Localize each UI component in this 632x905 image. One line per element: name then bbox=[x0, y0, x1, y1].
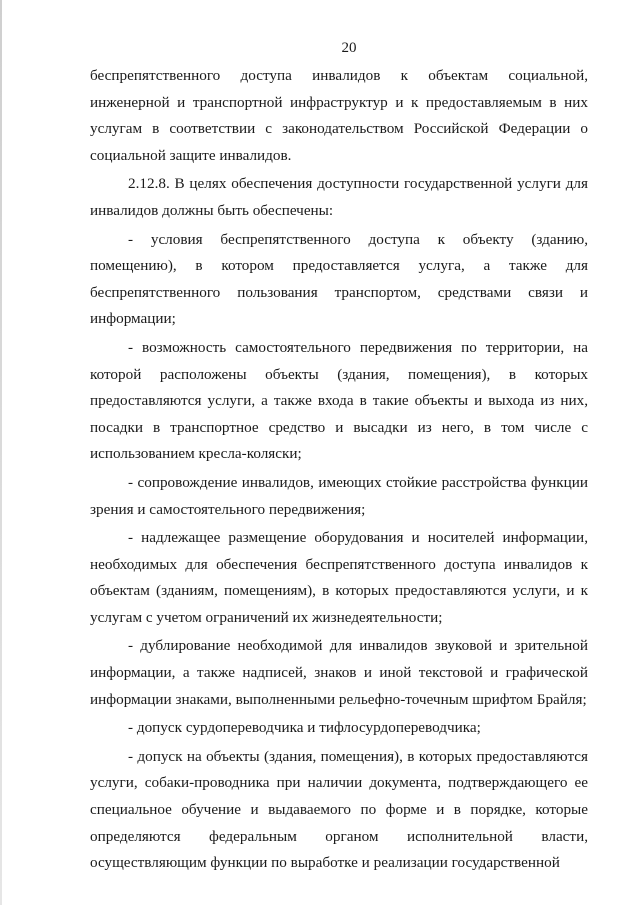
page-number: 20 bbox=[341, 40, 357, 56]
paragraph-6: - надлежащее размещение оборудования и носителей информации, необходимых для обеспечения беспрепятственного доступа инвалидов к объектам (зданиям, помещениям), в которых предоставляются услуги, и к услугам с учетом ограничений их жизнедеятельности; bbox=[90, 529, 588, 626]
paragraph-5: - сопровождение инвалидов, имеющих стойкие расстройства функции зрения и самостоятельного передвижения; bbox=[90, 473, 588, 518]
scan-edge bbox=[0, 0, 2, 905]
paragraph-2: 2.12.8. В целях обеспечения доступности государственной услуги для инвалидов должны быть обеспечены: bbox=[90, 175, 588, 219]
paragraph-8: - допуск сурдопереводчика и тифлосурдопереводчика; bbox=[128, 719, 481, 737]
paragraph-3: - условия беспрепятственного доступа к объекту (зданию, помещению), в котором предоставляется услуга, а также для беспрепятственного пользования транспортом, средствами связи и информации; bbox=[90, 230, 588, 328]
paragraph-1: беспрепятственного доступа инвалидов к объектам социальной, инженерной и транспортной инфраструктур и к предоставляемым в них услугам в соответствии с законодательством Российской Федерации о социальной защите инвалидов. bbox=[90, 67, 588, 164]
paragraph-7: - дублирование необходимой для инвалидов звуковой и зрительной информации, а также надписей, знаков и иной текстовой и графической информации знаками, выполненными рельефно-точечным шрифтом Брайля; bbox=[90, 637, 588, 708]
paragraph-4: - возможность самостоятельного передвижения по территории, на которой расположены объекты (здания, помещения), в которых предоставляются услуги, а также входа в такие объекты и выхода из них, посадки в транспортное средство и высадки из него, в том числе с использованием кресла-коляски; bbox=[90, 338, 588, 463]
document-body bbox=[90, 63, 588, 877]
paragraph-9: - допуск на объекты (здания, помещения), в которых предоставляются услуги, собаки-проводника при наличии документа, подтверждающего ее специальное обучение и выдаваемого по форме и в порядке, которые определяются федеральным органом исполнительной власти, осуществляющим функции по выработке и реализации государственной bbox=[90, 747, 588, 872]
